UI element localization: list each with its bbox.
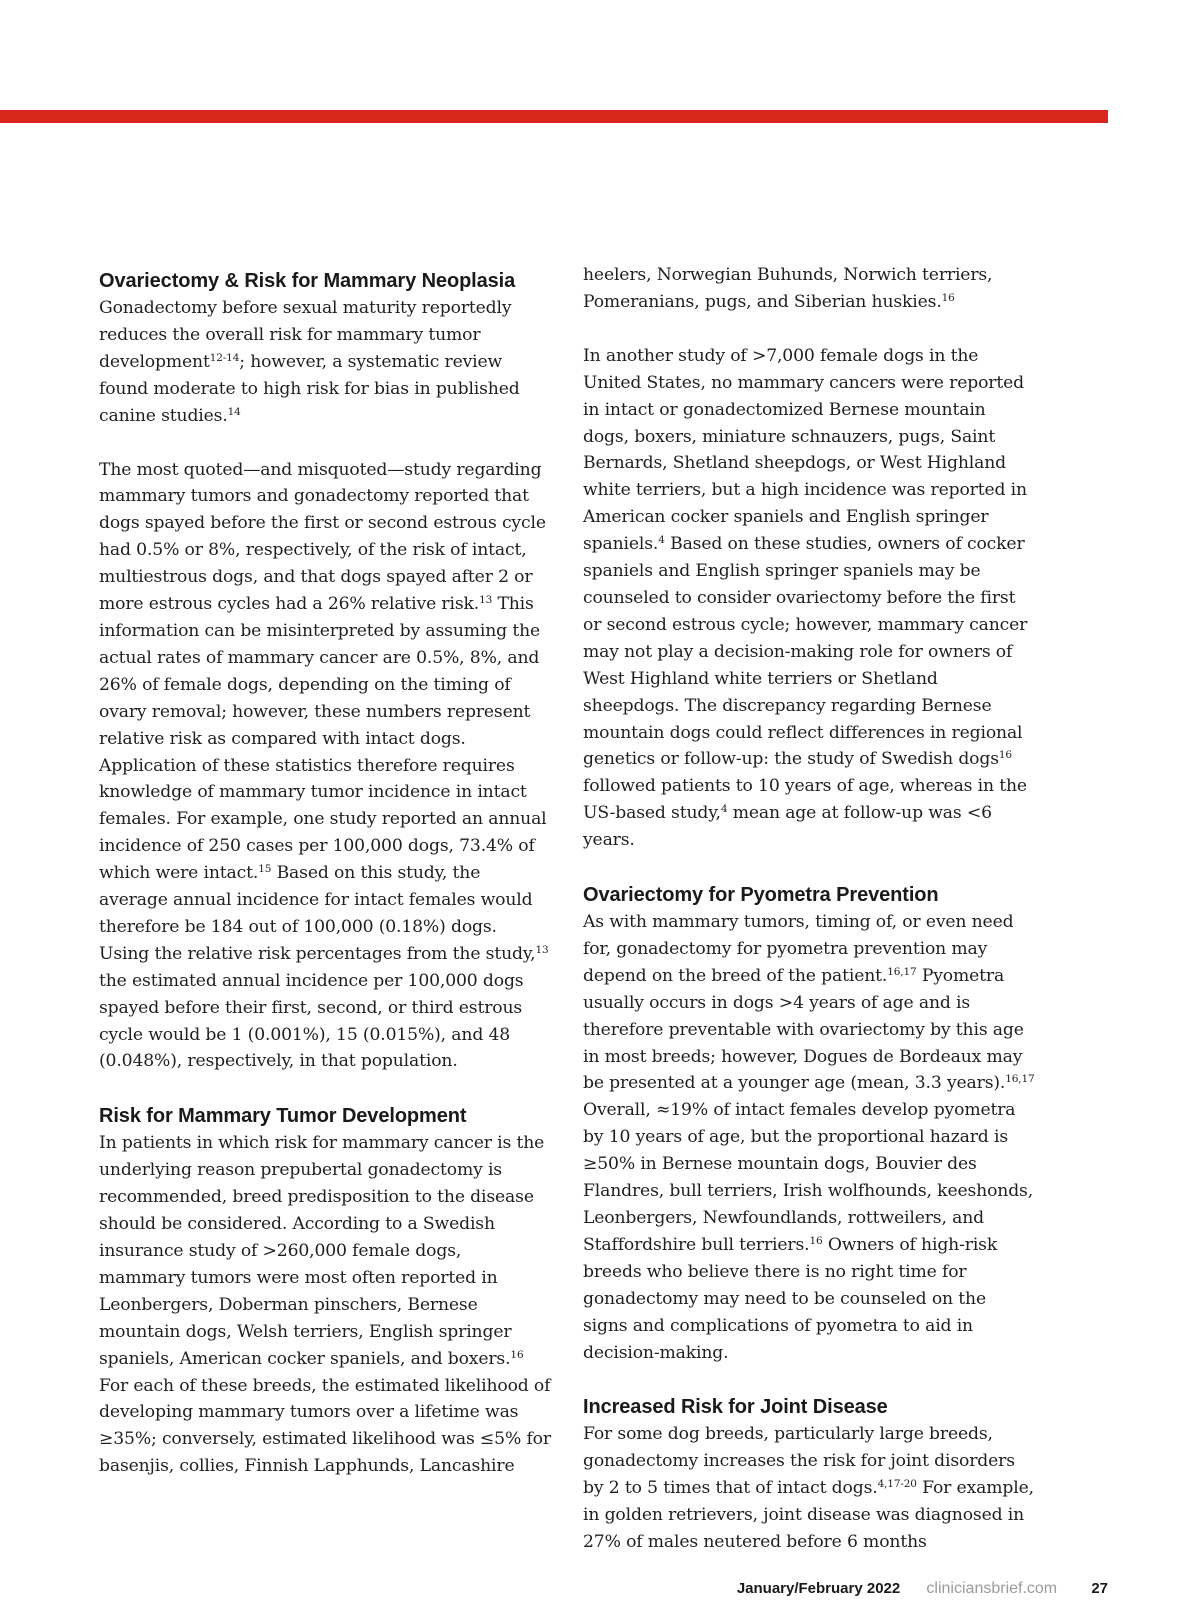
- section-heading-mammary-tumor-development: Risk for Mammary Tumor Development: [99, 1105, 467, 1128]
- text: the estimated annual incidence per 100,000 dogs spayed before their first, second, or third estrous cycle would be 1 (0.001%), 15 (0.015%), and 48 (0.048%), respectively, in that population.: [99, 970, 524, 1072]
- text: In another study of >7,000 female dogs in the United States, no mammary cancers were reported in intact or gonadectomized Bernese mountain dogs, boxers, miniature schnauzers, pugs, Saint Bernards, Shetland sheepdogs, or West Highland white terriers, but a high incidence was reported in American cocker spaniels and English springer spaniels.: [583, 345, 1027, 555]
- text: Owners of high-risk breeds who believe there is no right time for gonadectomy may need to be counseled on the signs and complications of pyometra to aid in decision-making.: [583, 1234, 998, 1363]
- text: For some dog breeds, particularly large breeds, gonadectomy increases the risk for joint disorders by 2 to 5 times that of intact dogs.: [583, 1424, 1015, 1499]
- citation: 4,17-20: [877, 1478, 917, 1491]
- text: Based on these studies, owners of cocker spaniels and English springer spaniels may be counseled to consider ovariectomy before the first or second estrous cycle; however, mammary cancer may not play a decision-making role for owners of West Highland white terriers or Shetland sheepdogs. The discrepancy regarding Bernese mountain dogs could reflect differences in regional genetics or follow-up: the study of Swedish dogs: [583, 534, 1028, 770]
- citation: 16,17: [887, 965, 917, 978]
- paragraph: [583, 909, 1035, 1366]
- issue-date: January/February 2022: [736, 1580, 901, 1597]
- paragraph: [583, 1421, 1035, 1556]
- citation: 4: [720, 803, 728, 816]
- paragraph: [99, 1130, 551, 1480]
- citation: 16,17: [1005, 1073, 1035, 1086]
- paragraph: [583, 343, 1035, 854]
- text: Pyometra usually occurs in dogs >4 years of age and is therefore preventable with ovariectomy by this age in most breeds; however, Dogues de Bordeaux may be presented at a younger age (mean, 3.3 years).: [583, 965, 1024, 1094]
- paragraph: [583, 262, 1035, 316]
- text: For example, in golden retrievers, joint disease was diagnosed in 27% of males neutered before 6 months: [583, 1478, 1034, 1553]
- text: mean age at follow-up was <6 years.: [583, 803, 992, 851]
- citation: 15: [258, 863, 272, 876]
- section-heading-pyometra-prevention: Ovariectomy for Pyometra Prevention: [583, 884, 939, 907]
- citation: 16: [998, 749, 1012, 762]
- citation: 13: [479, 594, 493, 607]
- page-number: 27: [1091, 1580, 1108, 1597]
- text: Gonadectomy before sexual maturity reportedly reduces the overall risk for mammary tumor development: [99, 298, 512, 372]
- left-column: [99, 267, 551, 1507]
- citation: 12-14: [209, 351, 240, 364]
- text: followed patients to 10 years of age, whereas in the US-based study,: [583, 776, 1027, 824]
- section-heading-joint-disease: Increased Risk for Joint Disease: [583, 1396, 888, 1419]
- text: For each of these breeds, the estimated likelihood of developing mammary tumors over a lifetime was ≥35%; conversely, estimated likelihood was ≤5% for basenjis, collies, Finnish Lapphunds, Lancashire: [99, 1375, 551, 1477]
- page-footer: [737, 1580, 1108, 1598]
- paragraph: [99, 457, 551, 1076]
- citation: 16: [510, 1348, 524, 1361]
- citation: 4: [658, 534, 665, 547]
- text: This information can be misinterpreted by assuming the actual rates of mammary cancer are 0.5%, 8%, and 26% of female dogs, depending on the timing of ovary removal; however, these numbers represent relative risk as compared with intact dogs. Application of these statistics therefore requires knowledge of mammary tumor incidence in intact females. For example, one study reported an annual incidence of 250 cases per 100,000 dogs, 73.4% of which were intact.: [99, 594, 547, 884]
- citation: 16: [941, 291, 955, 304]
- text: Based on this study, the average annual incidence for intact females would therefore be 184 out of 100,000 (0.18%) dogs. Using the relative risk percentages from the study,: [99, 863, 536, 964]
- section-heading-mammary-neoplasia: Ovariectomy & Risk for Mammary Neoplasia: [99, 270, 516, 292]
- citation: 14: [227, 405, 241, 418]
- text: As with mammary tumors, timing of, or even need for, gonadectomy for pyometra prevention may depend on the breed of the patient.: [583, 912, 1014, 986]
- text: The most quoted—and misquoted—study regarding mammary tumors and gonadectomy reported that dogs spayed before the first or second estrous cycle had 0.5% or 8%, respectively, of the risk of intact, multiestrous dogs, and that dogs spayed after 2 or more estrous cycles had a 26% relative risk.: [99, 459, 546, 615]
- citation: 13: [535, 943, 549, 956]
- accent-bar: [0, 110, 1108, 123]
- paragraph: [99, 295, 551, 430]
- site-link[interactable]: cliniciansbrief.com: [926, 1580, 1058, 1597]
- text: Overall, ≈19% of intact females develop pyometra by 10 years of age, but the proportional hazard is ≥50% in Bernese mountain dogs, Bouvier des Flandres, bull terriers, Irish wolfhounds, keeshonds, Leonbergers, Newfoundlands, rottweilers, and Staffordshire bull terriers.: [583, 1100, 1034, 1255]
- text: In patients in which risk for mammary cancer is the underlying reason prepubertal gonadectomy is recommended, breed predisposition to the disease should be considered. According to a Swedish insurance study of >260,000 female dogs, mammary tumors were most often reported in Leonbergers, Doberman pinschers, Bernese mountain dogs, Welsh terriers, English springer spaniels, American cocker spaniels, and boxers.: [99, 1133, 545, 1369]
- citation: 16: [809, 1234, 823, 1247]
- text: heelers, Norwegian Buhunds, Norwich terriers, Pomeranians, pugs, and Siberian huskies.: [583, 265, 993, 312]
- text: ; however, a systematic review found moderate to high risk for bias in published canine studies.: [99, 351, 520, 426]
- right-column: [583, 262, 1035, 1583]
